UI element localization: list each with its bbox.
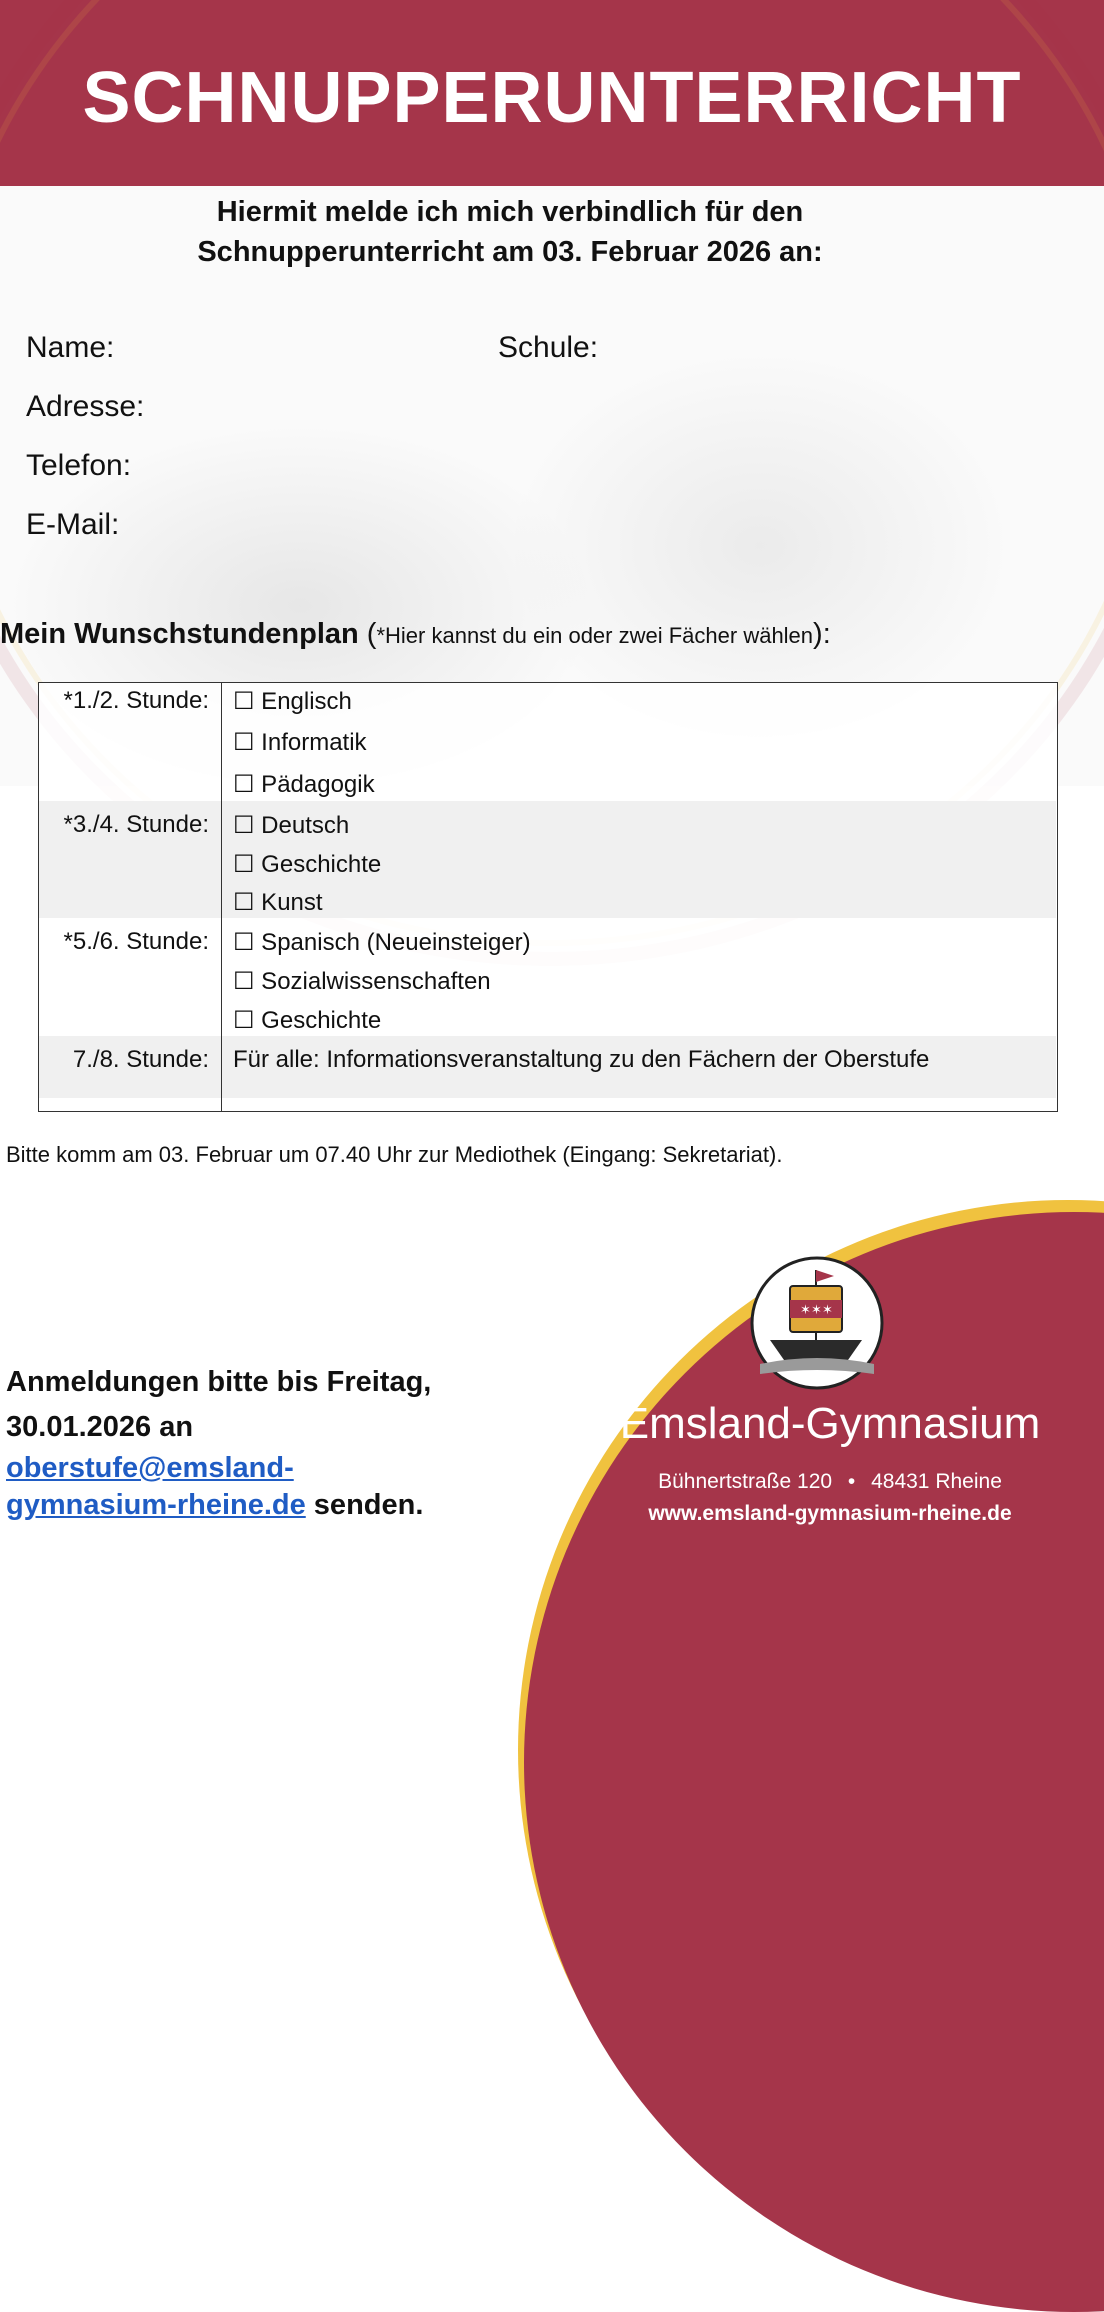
school-website: www.emsland-gymnasium-rheine.de — [648, 1502, 1012, 1525]
table-row — [39, 683, 1056, 801]
plan-heading-paren-open: ( — [358, 618, 377, 650]
row-label: *1./2. Stunde: — [63, 687, 209, 714]
option-geschichte-2[interactable]: ☐ Geschichte — [233, 1007, 382, 1034]
option-paedagogik[interactable]: ☐ Pädagogik — [233, 771, 375, 798]
school-city: 48431 Rheine — [871, 1470, 1002, 1493]
registration-line-2: 30.01.2026 an — [6, 1411, 194, 1443]
option-geschichte[interactable]: ☐ Geschichte — [233, 851, 382, 878]
intro-line-1: Hiermit melde ich mich verbindlich für den — [216, 196, 804, 228]
svg-text:✶: ✶ — [800, 1303, 811, 1318]
row-label: *5./6. Stunde: — [63, 928, 209, 955]
option-deutsch[interactable]: ☐ Deutsch — [233, 812, 350, 839]
plan-heading-title: Mein Wunschstundenplan — [0, 618, 359, 650]
row-label: 7./8. Stunde: — [72, 1046, 209, 1073]
option-kunst[interactable]: ☐ Kunst — [233, 889, 323, 916]
option-spanisch[interactable]: ☐ Spanisch (Neueinsteiger) — [233, 929, 531, 956]
plan-heading — [0, 618, 831, 651]
school-label: Schule: — [498, 331, 599, 364]
email-label: E-Mail: — [26, 508, 120, 541]
name-label: Name: — [26, 331, 115, 364]
plan-heading-paren-close: ): — [813, 618, 831, 650]
table-row — [39, 1036, 1056, 1098]
schedule-table — [38, 682, 1058, 1112]
page-title: SCHNUPPERUNTERRICHT — [82, 58, 1022, 138]
school-street: Bühnertstraße 120 — [658, 1470, 833, 1493]
address-label: Adresse: — [26, 390, 145, 423]
meeting-hint: Bitte komm am 03. Februar um 07.40 Uhr zur Mediothek (Eingang: Sekretariat). — [6, 1142, 783, 1167]
email-link-part-2[interactable]: gymnasium-rheine.de — [6, 1489, 306, 1521]
option-englisch[interactable]: ☐ Englisch — [233, 688, 352, 715]
school-ship-logo-icon — [750, 1256, 884, 1390]
phone-label: Telefon: — [26, 449, 132, 482]
address-separator: • — [847, 1470, 856, 1493]
intro-line-2: Schnupperunterricht am 03. Februar 2026 an: — [197, 236, 823, 268]
column-divider — [221, 683, 222, 1111]
intro-text — [0, 192, 1020, 272]
email-link-part-1[interactable]: oberstufe@emsland- — [6, 1452, 294, 1484]
svg-text:✶: ✶ — [822, 1303, 833, 1318]
info-event-text: Für alle: Informationsveranstaltung zu den Fächern der Oberstufe — [233, 1046, 930, 1073]
registration-after-text: senden. — [305, 1489, 424, 1521]
school-name: Emsland-Gymnasium — [619, 1399, 1041, 1448]
option-sozialwissenschaften[interactable]: ☐ Sozialwissenschaften — [233, 968, 491, 995]
registration-note — [6, 1360, 431, 1524]
registration-line-1: Anmeldungen bitte bis Freitag, — [6, 1366, 432, 1398]
row-label: *3./4. Stunde: — [63, 811, 209, 838]
svg-text:✶: ✶ — [811, 1303, 822, 1318]
option-informatik[interactable]: ☐ Informatik — [233, 729, 367, 756]
table-row — [39, 918, 1056, 1036]
school-address — [560, 1470, 1100, 1494]
plan-heading-note: *Hier kannst du ein oder zwei Fächer wählen — [376, 623, 814, 648]
table-row — [39, 801, 1056, 918]
